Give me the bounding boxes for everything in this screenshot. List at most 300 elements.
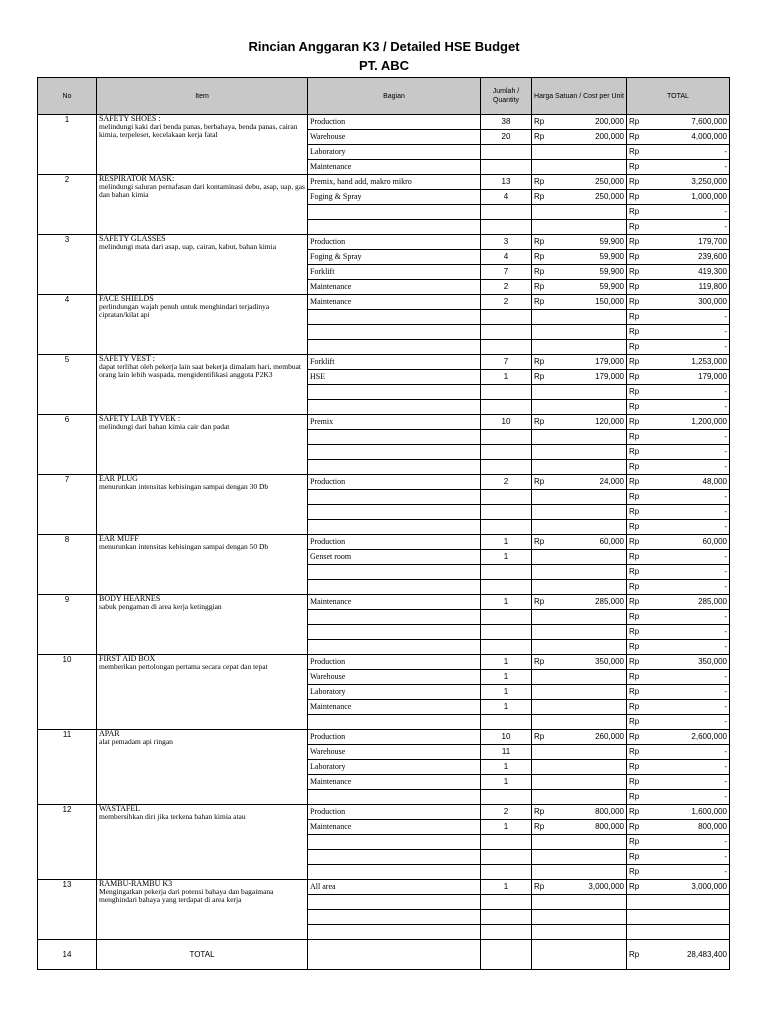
item-description: melindungi dari bahan kimia cair dan padat xyxy=(99,422,230,431)
currency-label: Rp xyxy=(629,162,640,171)
table-row xyxy=(38,805,730,820)
total-cell xyxy=(627,490,730,505)
total-amount: - xyxy=(724,792,727,801)
total-amount: 48,000 xyxy=(702,477,727,486)
document-title: Rincian Anggaran K3 / Detailed HSE Budget xyxy=(248,39,520,54)
currency-label: Rp xyxy=(629,642,640,651)
total-amount: 1,253,000 xyxy=(691,357,727,366)
total-amount: 7,600,000 xyxy=(691,117,727,126)
unit-cost-cell xyxy=(532,715,627,730)
unit-cost-cell xyxy=(532,460,627,475)
unit-cost-cell xyxy=(532,595,627,610)
quantity-cell: 2 xyxy=(481,805,532,820)
total-amount: - xyxy=(724,402,727,411)
total-cell xyxy=(627,160,730,175)
total-cell xyxy=(627,220,730,235)
bagian-cell xyxy=(308,220,481,235)
bagian-cell xyxy=(308,625,481,640)
table-row xyxy=(38,475,730,490)
unit-cost-amount: 150,000 xyxy=(595,297,624,306)
bagian-cell: Genset room xyxy=(308,550,481,565)
item-number: 11 xyxy=(38,730,97,805)
total-cell xyxy=(627,610,730,625)
total-amount: - xyxy=(724,222,727,231)
unit-cost-cell xyxy=(532,310,627,325)
total-cell xyxy=(627,415,730,430)
currency-label: Rp xyxy=(534,732,545,741)
total-amount: - xyxy=(724,867,727,876)
bagian-cell xyxy=(308,310,481,325)
currency-label: Rp xyxy=(534,297,545,306)
unit-cost-cell xyxy=(532,655,627,670)
unit-cost-cell xyxy=(532,790,627,805)
bagian-cell xyxy=(308,790,481,805)
item-number: 9 xyxy=(38,595,97,655)
total-cell xyxy=(627,775,730,790)
total-cell xyxy=(627,400,730,415)
grand-total-empty-unit xyxy=(532,940,627,970)
quantity-cell xyxy=(481,310,532,325)
total-amount: - xyxy=(724,492,727,501)
quantity-cell xyxy=(481,520,532,535)
currency-label: Rp xyxy=(629,702,640,711)
unit-cost-cell xyxy=(532,820,627,835)
quantity-cell xyxy=(481,220,532,235)
table-row xyxy=(38,355,730,370)
total-amount: 300,000 xyxy=(698,297,727,306)
col-header-no: No xyxy=(38,78,97,115)
quantity-cell xyxy=(481,340,532,355)
bagian-cell xyxy=(308,850,481,865)
currency-label: Rp xyxy=(629,267,640,276)
bagian-cell: HSE xyxy=(308,370,481,385)
unit-cost-cell xyxy=(532,385,627,400)
item-description: menurunkan intensitas kebisingan sampai dengan 50 Db xyxy=(99,542,269,551)
bagian-cell xyxy=(308,610,481,625)
unit-cost-cell xyxy=(532,220,627,235)
total-cell xyxy=(627,475,730,490)
total-cell xyxy=(627,355,730,370)
total-cell xyxy=(627,190,730,205)
quantity-cell: 4 xyxy=(481,250,532,265)
total-cell xyxy=(627,685,730,700)
total-amount: 419,300 xyxy=(698,267,727,276)
unit-cost-amount: 350,000 xyxy=(595,657,624,666)
total-cell xyxy=(627,910,730,925)
currency-label: Rp xyxy=(629,792,640,801)
quantity-cell xyxy=(481,865,532,880)
currency-label: Rp xyxy=(629,282,640,291)
quantity-cell: 7 xyxy=(481,355,532,370)
bagian-cell xyxy=(308,460,481,475)
total-amount: - xyxy=(724,582,727,591)
currency-label: Rp xyxy=(534,822,545,831)
total-cell xyxy=(627,865,730,880)
currency-label: Rp xyxy=(534,192,545,201)
quantity-cell: 10 xyxy=(481,730,532,745)
total-amount: - xyxy=(724,852,727,861)
table-row xyxy=(38,880,730,895)
unit-cost-amount: 179,000 xyxy=(595,372,624,381)
quantity-cell: 1 xyxy=(481,670,532,685)
unit-cost-cell xyxy=(532,730,627,745)
currency-label: Rp xyxy=(629,312,640,321)
bagian-cell: Production xyxy=(308,805,481,820)
bagian-cell: Warehouse xyxy=(308,745,481,760)
unit-cost-amount: 285,000 xyxy=(595,597,624,606)
total-amount: - xyxy=(724,447,727,456)
item-number: 3 xyxy=(38,235,97,295)
total-cell xyxy=(627,880,730,895)
quantity-cell xyxy=(481,400,532,415)
total-amount: 179,000 xyxy=(698,372,727,381)
currency-label: Rp xyxy=(629,342,640,351)
item-name: SAFETY SHOES : xyxy=(99,114,161,123)
total-amount: - xyxy=(724,747,727,756)
unit-cost-cell xyxy=(532,250,627,265)
total-amount: - xyxy=(724,567,727,576)
currency-label: Rp xyxy=(534,132,545,141)
quantity-cell: 10 xyxy=(481,415,532,430)
item-cell xyxy=(97,880,308,940)
total-cell xyxy=(627,175,730,190)
currency-label: Rp xyxy=(629,327,640,336)
currency-label: Rp xyxy=(629,447,640,456)
unit-cost-amount: 24,000 xyxy=(599,477,624,486)
unit-cost-cell xyxy=(532,925,627,940)
item-cell xyxy=(97,595,308,655)
quantity-cell: 1 xyxy=(481,880,532,895)
grand-total-empty-qty xyxy=(481,940,532,970)
currency-label: Rp xyxy=(534,282,545,291)
bagian-cell: Maintenance xyxy=(308,700,481,715)
currency-label: Rp xyxy=(534,657,545,666)
quantity-cell: 1 xyxy=(481,595,532,610)
currency-label: Rp xyxy=(629,717,640,726)
total-amount: - xyxy=(724,777,727,786)
quantity-cell xyxy=(481,460,532,475)
quantity-cell xyxy=(481,715,532,730)
bagian-cell: Premix, hand add, makro mikro xyxy=(308,175,481,190)
currency-label: Rp xyxy=(534,417,545,426)
col-header-quantity: Jumlah / Quantity xyxy=(481,78,532,115)
currency-label: Rp xyxy=(629,402,640,411)
bagian-cell xyxy=(308,205,481,220)
item-number: 12 xyxy=(38,805,97,880)
unit-cost-cell xyxy=(532,895,627,910)
currency-label: Rp xyxy=(534,597,545,606)
bagian-cell: Laboratory xyxy=(308,145,481,160)
budget-table xyxy=(37,77,730,970)
total-amount: - xyxy=(724,672,727,681)
total-amount: 2,600,000 xyxy=(691,732,727,741)
total-cell xyxy=(627,535,730,550)
total-amount: - xyxy=(724,432,727,441)
quantity-cell xyxy=(481,430,532,445)
currency-label: Rp xyxy=(629,822,640,831)
table-body xyxy=(38,115,730,970)
total-cell xyxy=(627,730,730,745)
table-row xyxy=(38,175,730,190)
unit-cost-amount: 800,000 xyxy=(595,822,624,831)
currency-label: Rp xyxy=(629,222,640,231)
col-header-bagian: Bagian xyxy=(308,78,481,115)
total-cell xyxy=(627,235,730,250)
bagian-cell: Maintenance xyxy=(308,295,481,310)
quantity-cell: 1 xyxy=(481,685,532,700)
currency-label: Rp xyxy=(629,762,640,771)
total-cell xyxy=(627,580,730,595)
bagian-cell: Production xyxy=(308,655,481,670)
quantity-cell: 11 xyxy=(481,745,532,760)
unit-cost-amount: 179,000 xyxy=(595,357,624,366)
quantity-cell: 20 xyxy=(481,130,532,145)
bagian-cell xyxy=(308,325,481,340)
item-name: BODY HEARNES xyxy=(99,594,161,603)
bagian-cell xyxy=(308,445,481,460)
quantity-cell: 7 xyxy=(481,265,532,280)
unit-cost-amount: 200,000 xyxy=(595,132,624,141)
unit-cost-cell xyxy=(532,775,627,790)
total-amount: - xyxy=(724,327,727,336)
unit-cost-cell xyxy=(532,475,627,490)
total-cell xyxy=(627,640,730,655)
bagian-cell: Maintenance xyxy=(308,280,481,295)
quantity-cell xyxy=(481,490,532,505)
currency-label: Rp xyxy=(629,777,640,786)
total-cell xyxy=(627,205,730,220)
item-number: 13 xyxy=(38,880,97,940)
total-amount: 119,800 xyxy=(698,282,727,291)
currency-label: Rp xyxy=(629,492,640,501)
currency-label: Rp xyxy=(534,177,545,186)
currency-label: Rp xyxy=(629,687,640,696)
quantity-cell: 1 xyxy=(481,775,532,790)
quantity-cell xyxy=(481,895,532,910)
col-header-unit-cost: Harga Satuan / Cost per Unit xyxy=(532,78,627,115)
bagian-cell xyxy=(308,580,481,595)
total-cell xyxy=(627,760,730,775)
quantity-cell xyxy=(481,625,532,640)
col-header-item: Item xyxy=(97,78,308,115)
item-name: RAMBU-RAMBU K3 xyxy=(99,879,173,888)
total-amount: - xyxy=(724,687,727,696)
quantity-cell: 4 xyxy=(481,190,532,205)
total-cell xyxy=(627,325,730,340)
company-name: PT. ABC xyxy=(358,58,410,73)
quantity-cell xyxy=(481,580,532,595)
item-cell xyxy=(97,235,308,295)
unit-cost-cell xyxy=(532,355,627,370)
total-amount: 239,600 xyxy=(698,252,727,261)
total-amount: - xyxy=(724,612,727,621)
table-row xyxy=(38,730,730,745)
total-amount: 3,250,000 xyxy=(691,177,727,186)
unit-cost-amount: 59,900 xyxy=(599,267,624,276)
currency-label: Rp xyxy=(629,372,640,381)
currency-label: Rp xyxy=(629,627,640,636)
currency-label: Rp xyxy=(629,672,640,681)
quantity-cell: 38 xyxy=(481,115,532,130)
unit-cost-cell xyxy=(532,175,627,190)
currency-label: Rp xyxy=(629,192,640,201)
unit-cost-cell xyxy=(532,430,627,445)
unit-cost-cell xyxy=(532,265,627,280)
item-description: memberikan pertolongan pertama secara cepat dan tepat xyxy=(99,662,268,671)
currency-label: Rp xyxy=(629,612,640,621)
table-row xyxy=(38,295,730,310)
currency-label: Rp xyxy=(534,267,545,276)
currency-label: Rp xyxy=(629,177,640,186)
total-amount: - xyxy=(724,552,727,561)
item-cell xyxy=(97,355,308,415)
quantity-cell: 2 xyxy=(481,475,532,490)
bagian-cell: Maintenance xyxy=(308,775,481,790)
unit-cost-amount: 59,900 xyxy=(599,252,624,261)
total-amount: 179,700 xyxy=(698,237,727,246)
table-row xyxy=(38,115,730,130)
bagian-cell: Foging & Spray xyxy=(308,190,481,205)
currency-label: Rp xyxy=(629,297,640,306)
bagian-cell xyxy=(308,490,481,505)
currency-label: Rp xyxy=(629,387,640,396)
bagian-cell: Premix xyxy=(308,415,481,430)
unit-cost-amount: 3,000,000 xyxy=(588,882,624,891)
quantity-cell xyxy=(481,610,532,625)
item-name: FIRST AID BOX xyxy=(99,654,156,663)
item-number: 1 xyxy=(38,115,97,175)
item-cell xyxy=(97,730,308,805)
item-number: 6 xyxy=(38,415,97,475)
bagian-cell: All area xyxy=(308,880,481,895)
unit-cost-cell xyxy=(532,610,627,625)
bagian-cell xyxy=(308,835,481,850)
total-amount: - xyxy=(724,642,727,651)
total-amount: - xyxy=(724,837,727,846)
bagian-cell: Laboratory xyxy=(308,685,481,700)
bagian-cell xyxy=(308,910,481,925)
item-description: melindungi saluran pernafasan dari kontaminasi debu, asap, uap, gas dan bahan kimia xyxy=(99,182,305,199)
total-cell xyxy=(627,835,730,850)
item-number: 5 xyxy=(38,355,97,415)
item-name: FACE SHIELDS xyxy=(99,294,154,303)
bagian-cell: Maintenance xyxy=(308,160,481,175)
total-cell xyxy=(627,520,730,535)
total-amount: 285,000 xyxy=(698,597,727,606)
quantity-cell xyxy=(481,145,532,160)
quantity-cell: 1 xyxy=(481,535,532,550)
bagian-cell xyxy=(308,925,481,940)
total-amount: - xyxy=(724,717,727,726)
table-row xyxy=(38,235,730,250)
bagian-cell: Production xyxy=(308,535,481,550)
total-cell xyxy=(627,595,730,610)
total-amount: 1,000,000 xyxy=(691,192,727,201)
quantity-cell xyxy=(481,850,532,865)
bagian-cell xyxy=(308,895,481,910)
item-name: EAR PLUG xyxy=(99,474,138,483)
item-cell xyxy=(97,175,308,235)
bagian-cell: Forklift xyxy=(308,355,481,370)
unit-cost-amount: 250,000 xyxy=(595,192,624,201)
total-amount: - xyxy=(724,387,727,396)
total-amount: - xyxy=(724,162,727,171)
total-cell xyxy=(627,550,730,565)
grand-total-number: 14 xyxy=(38,940,97,970)
currency-label: Rp xyxy=(629,237,640,246)
total-amount: 800,000 xyxy=(698,822,727,831)
total-cell xyxy=(627,745,730,760)
grand-total-label: TOTAL xyxy=(97,940,308,970)
quantity-cell: 1 xyxy=(481,370,532,385)
unit-cost-amount: 250,000 xyxy=(595,177,624,186)
currency-label: Rp xyxy=(629,117,640,126)
total-cell xyxy=(627,370,730,385)
quantity-cell xyxy=(481,640,532,655)
unit-cost-cell xyxy=(532,160,627,175)
item-cell xyxy=(97,535,308,595)
table-row xyxy=(38,595,730,610)
total-cell xyxy=(627,250,730,265)
unit-cost-cell xyxy=(532,640,627,655)
bagian-cell: Production xyxy=(308,115,481,130)
currency-label: Rp xyxy=(629,207,640,216)
total-amount: 3,000,000 xyxy=(691,882,727,891)
quantity-cell: 1 xyxy=(481,550,532,565)
unit-cost-cell xyxy=(532,205,627,220)
total-cell xyxy=(627,340,730,355)
bagian-cell: Maintenance xyxy=(308,595,481,610)
quantity-cell xyxy=(481,325,532,340)
bagian-cell: Foging & Spray xyxy=(308,250,481,265)
unit-cost-cell xyxy=(532,295,627,310)
item-name: EAR MUFF xyxy=(99,534,139,543)
unit-cost-cell xyxy=(532,625,627,640)
currency-label: Rp xyxy=(629,807,640,816)
quantity-cell: 1 xyxy=(481,760,532,775)
item-description: melindungi kaki dari benda panas, berbahaya, benda panas, cairan kimia, terpeleset, kecelakaan kerja fatal xyxy=(99,122,298,139)
bagian-cell xyxy=(308,565,481,580)
currency-label: Rp xyxy=(534,882,545,891)
currency-label: Rp xyxy=(629,657,640,666)
unit-cost-cell xyxy=(532,805,627,820)
total-amount: 60,000 xyxy=(702,537,727,546)
quantity-cell: 13 xyxy=(481,175,532,190)
total-amount: - xyxy=(724,342,727,351)
item-cell xyxy=(97,475,308,535)
item-description: menurunkan intensitas kebisingan sampai dengan 30 Db xyxy=(99,482,269,491)
total-amount: 1,200,000 xyxy=(691,417,727,426)
item-description: membersihkan diri jika terkena bahan kimia atau xyxy=(99,812,246,821)
currency-label: Rp xyxy=(629,567,640,576)
quantity-cell: 3 xyxy=(481,235,532,250)
quantity-cell xyxy=(481,835,532,850)
grand-total-row xyxy=(38,940,730,970)
item-name: SAFETY VEST : xyxy=(99,354,155,363)
currency-label: Rp xyxy=(629,357,640,366)
total-cell xyxy=(627,145,730,160)
currency-label: Rp xyxy=(629,882,640,891)
bagian-cell xyxy=(308,385,481,400)
bagian-cell xyxy=(308,400,481,415)
currency-label: Rp xyxy=(629,732,640,741)
unit-cost-amount: 120,000 xyxy=(595,417,624,426)
unit-cost-cell xyxy=(532,325,627,340)
unit-cost-cell xyxy=(532,505,627,520)
total-amount: - xyxy=(724,462,727,471)
unit-cost-cell xyxy=(532,415,627,430)
bagian-cell xyxy=(308,520,481,535)
